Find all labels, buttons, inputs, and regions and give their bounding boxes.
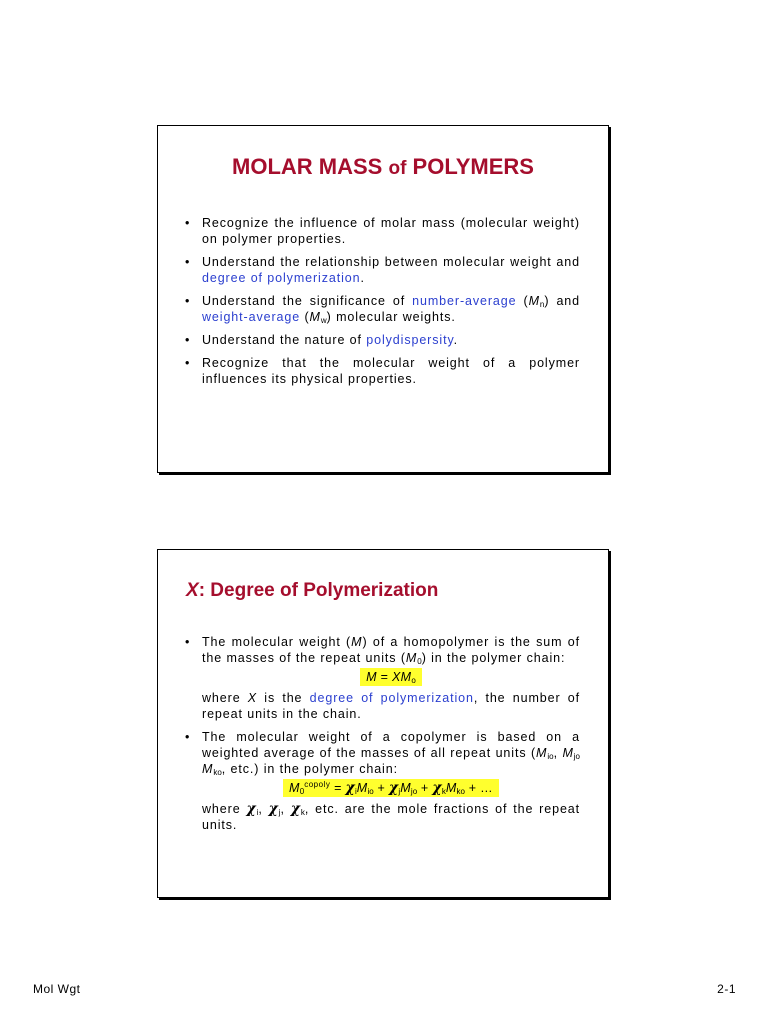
homopolymer-equation: $M = XM_o$ <box>360 668 422 686</box>
list-item: • Understand the relationship between molecular weight and degree of polymerization. <box>184 254 580 286</box>
term-degree-of-polymerization: degree of polymerization <box>309 691 474 705</box>
term-weight-average: weight-average <box>202 310 301 324</box>
list-item: • Recognize that the molecular weight of a polymer influences its physical properties. <box>184 355 580 387</box>
term-number-average: number-average <box>412 294 517 308</box>
content-list <box>184 634 580 840</box>
slide-molar-mass <box>157 125 609 473</box>
list-item: • Understand the significance of number-average $(M_n)$ and weight-average $(M_w)$ molecular weights. <box>184 293 580 325</box>
list-item: • Understand the nature of polydispersity. <box>184 332 580 348</box>
slide-degree-of-polymerization <box>157 549 609 898</box>
title-text: MOLAR MASS <box>232 154 383 179</box>
objectives-list <box>184 215 580 394</box>
footer-title: Mol Wgt <box>33 982 81 996</box>
list-item: • Recognize the influence of molar mass (molecular weight) on polymer properties. <box>184 215 580 247</box>
title-text-end: POLYMERS <box>412 154 534 179</box>
copolymer-equation: $M_0^{copoly} = \chi_iM_{io} + \chi_jM_{jo} + \chi_kM_{ko}$ + … <box>283 779 499 797</box>
title-of: of <box>388 158 407 179</box>
slide-title: X: Degree of Polymerization <box>186 580 439 601</box>
term-degree-of-polymerization: degree of polymerization <box>202 271 361 285</box>
slide-title <box>158 154 608 180</box>
list-item: • The molecular weight (M) of a homopolymer is the sum of the masses of the repeat units $(M_0)$ in the polymer chain: $M = XM_o$ where X is the degree of polymerization, the number of repeat units in the chain. <box>184 634 580 722</box>
list-item: • The molecular weight of a copolymer is based on a weighted average of the masses of all repeat units ($M_{io}$, $M_{jo}$ $M_{ko}$, etc.) in the polymer chain: $M_0^{copoly} = \chi_iM_{io} + \chi_jM_{jo} + \chi_kM_{ko}$ + … where $\chi_i$, $\chi_j$, $\chi_k$, etc. are the mole fractions of the repeat units. <box>184 729 580 833</box>
term-polydispersity: polydispersity <box>366 333 454 347</box>
page-number: 2-1 <box>717 982 736 996</box>
